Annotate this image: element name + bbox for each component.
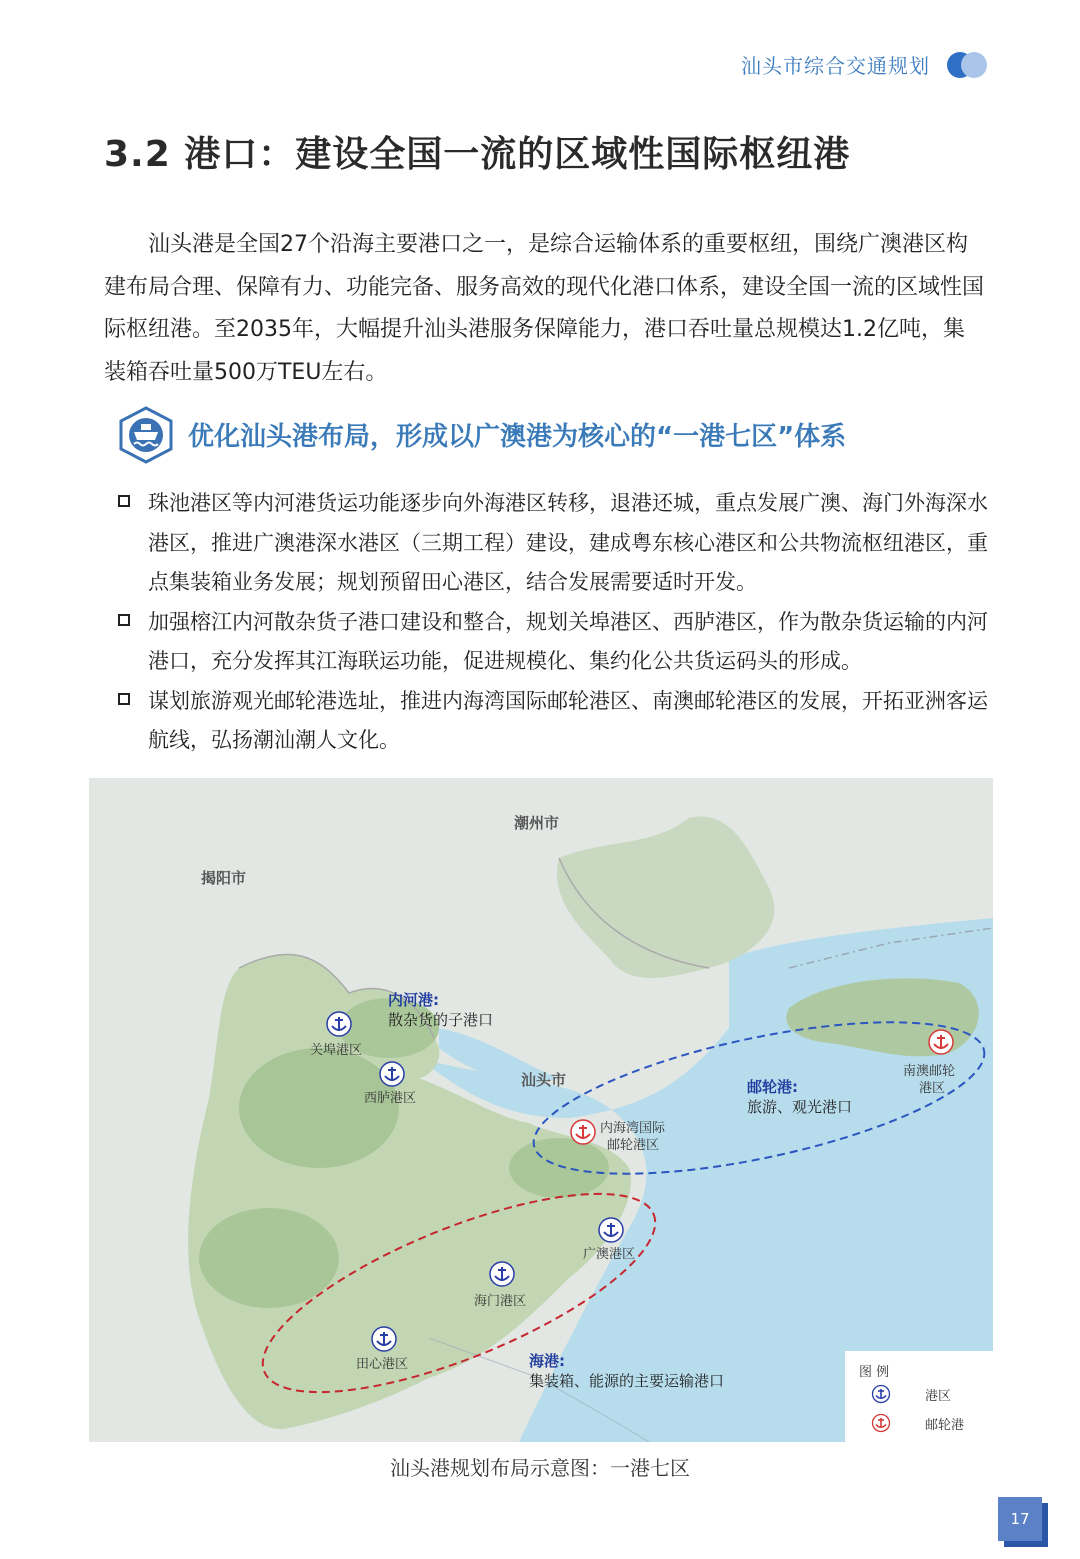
square-bullet-icon: [118, 495, 130, 507]
cruise-neihaiwan-icon: [571, 1120, 595, 1144]
cruise-port-title: 邮轮港:: [747, 1078, 798, 1096]
running-header-title: 汕头市综合交通规划: [741, 54, 930, 78]
sea-port-title: 海港:: [529, 1352, 565, 1370]
square-bullet-icon: [118, 614, 130, 626]
legend-cruise-port-label: 邮轮港: [925, 1418, 965, 1433]
inland-port-title: 内河港:: [388, 991, 439, 1009]
cruise-nanao-icon: [929, 1030, 953, 1054]
page-title: 3.2 港口：建设全国一流的区域性国际枢纽港: [104, 134, 851, 175]
anchor-haimen-icon: [490, 1262, 514, 1286]
port-label-tianxin: 田心港区: [356, 1357, 409, 1372]
legend-port-anchor-icon: [871, 1384, 891, 1404]
bullet-text: 加强榕江内河散杂货子港口建设和整合，规划关埠港区、西胪港区，作为散杂货运输的内河港口，充分发挥其江海联运功能，促进规模化、集约化公共货运码头的形成。: [148, 609, 988, 673]
header-dots-icon: [944, 50, 992, 80]
anchor-xilu-icon: [380, 1062, 404, 1086]
inland-port-desc: 散杂货的子港口: [388, 1011, 494, 1029]
sea-port-desc: 集装箱、能源的主要运输港口: [529, 1372, 725, 1390]
legend-title: 图 例: [859, 1365, 890, 1380]
anchor-guangao-icon: [599, 1218, 623, 1242]
port-label-xilu: 西胪港区: [364, 1091, 417, 1106]
anchor-tianxin-icon: [372, 1327, 396, 1351]
port-label-neihaiwan-2: 邮轮港区: [607, 1138, 660, 1153]
port-layout-map: [89, 778, 993, 1442]
city-label-chaozhou: 潮州市: [514, 814, 560, 832]
legend-cruise-anchor-icon: [871, 1413, 891, 1433]
port-label-haimen: 海门港区: [474, 1294, 527, 1309]
section-heading: 优化汕头港布局，形成以广澳港为核心的“一港七区”体系: [188, 422, 847, 452]
list-item: [118, 682, 988, 761]
city-label-shantou: 汕头市: [521, 1071, 567, 1089]
bullet-text: 谋划旅游观光邮轮港选址，推进内海湾国际邮轮港区、南澳邮轮港区的发展，开拓亚洲客运航线，弘扬潮汕潮人文化。: [148, 688, 988, 752]
port-label-neihaiwan-1: 内海湾国际: [600, 1121, 666, 1136]
port-label-nanao-1: 南澳邮轮: [903, 1064, 956, 1079]
port-label-guangao: 广澳港区: [583, 1247, 636, 1262]
bullet-list: [118, 484, 988, 761]
ship-icon: [118, 406, 174, 464]
anchor-guanbu-icon: [327, 1012, 351, 1036]
list-item: [118, 603, 988, 682]
legend-port-area-label: 港区: [925, 1389, 952, 1404]
port-label-guanbu: 关埠港区: [310, 1043, 363, 1058]
bullet-text: 珠池港区等内河港货运功能逐步向外海港区转移，退港还城，重点发展广澳、海门外海深水港区，推进广澳港深水港区（三期工程）建设，建成粤东核心港区和公共物流枢纽港区，重点集装箱业务发展；规划预留田心港区，结合发展需要适时开发。: [148, 491, 988, 594]
map-legend: [845, 1351, 993, 1442]
page-number: 17: [998, 1497, 1042, 1541]
cruise-port-desc: 旅游、观光港口: [747, 1098, 853, 1116]
city-label-jieyang: 揭阳市: [201, 869, 247, 887]
port-label-nanao-2: 港区: [919, 1081, 946, 1096]
intro-paragraph: 汕头港是全国27个沿海主要港口之一，是综合运输体系的重要枢纽，围绕广澳港区构建布局合理、保障有力、功能完备、服务高效的现代化港口体系，建设全国一流的区域性国际枢纽港。至2035年，大幅提升汕头港服务保障能力，港口吞吐量总规模达1.2亿吨，集装箱吞吐量500万TEU左右。: [104, 232, 985, 385]
map-caption: 汕头港规划布局示意图：一港七区: [390, 1456, 690, 1480]
square-bullet-icon: [118, 693, 130, 705]
list-item: [118, 484, 988, 603]
